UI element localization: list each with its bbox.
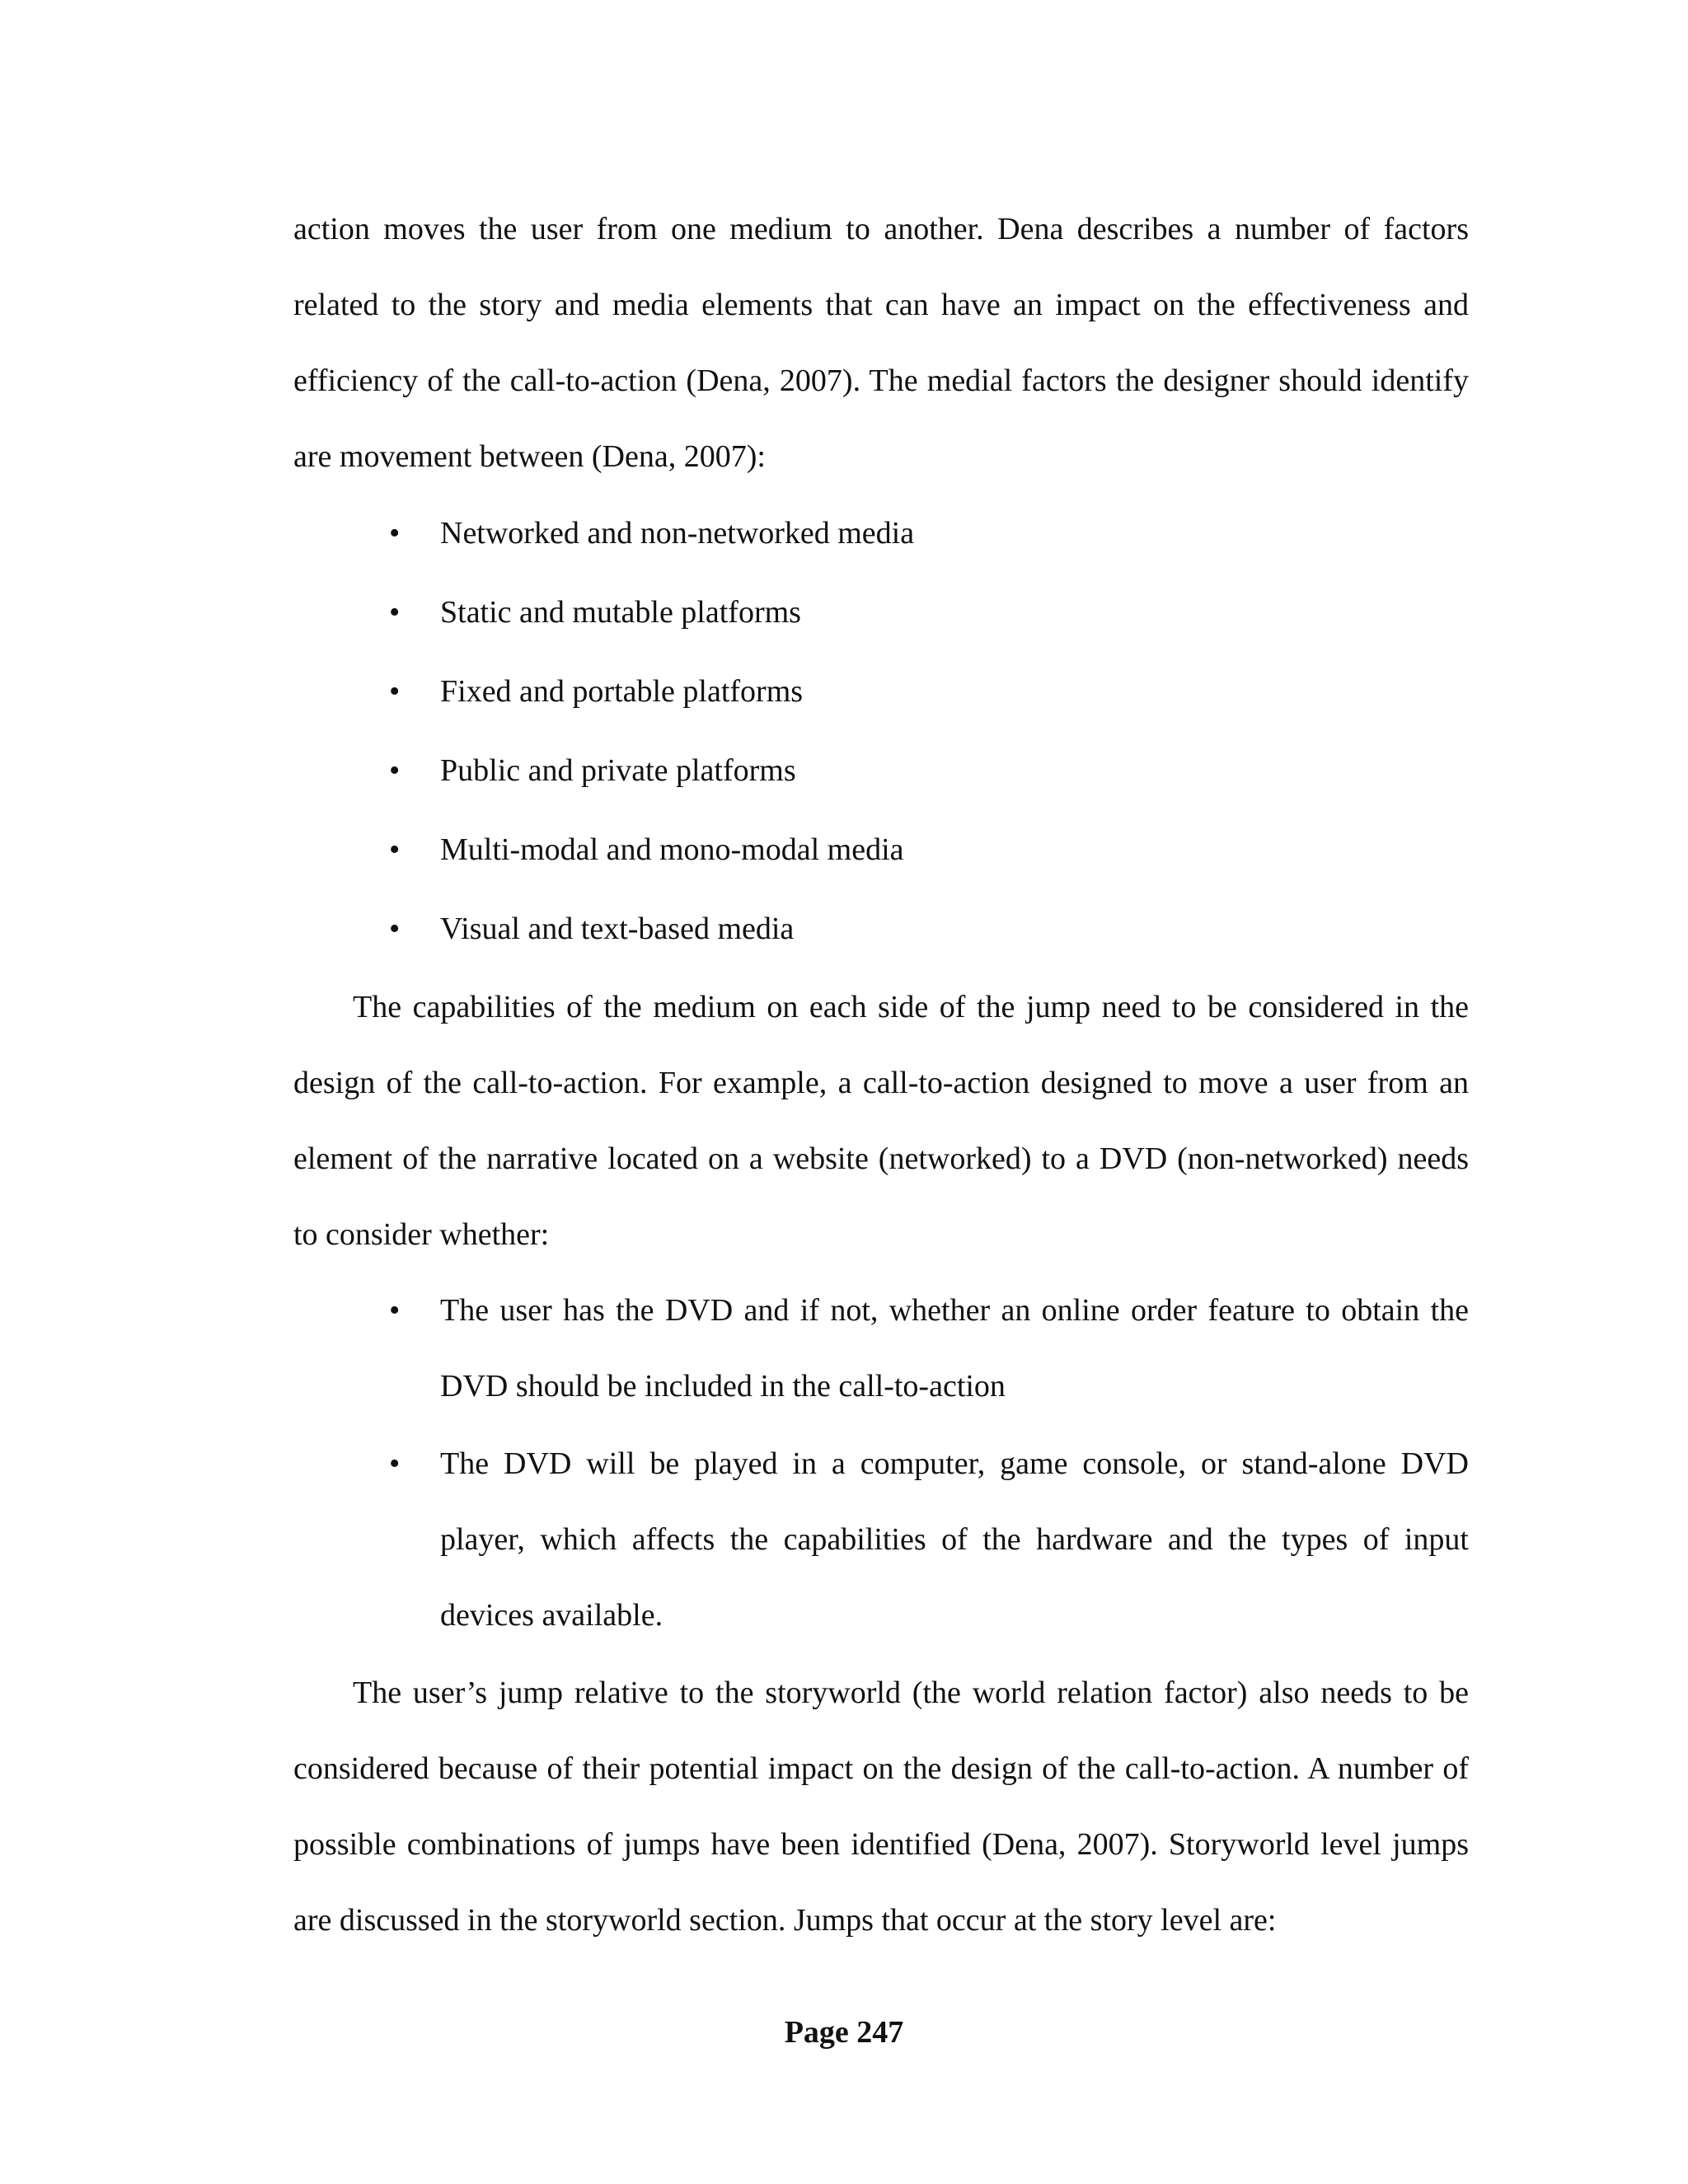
medial-factors-list — [293, 494, 1469, 968]
list-item-text: Fixed and portable platforms — [440, 674, 804, 709]
list-item-text: Visual and text-based media — [440, 912, 795, 946]
list-item-text: Public and private platforms — [440, 753, 796, 788]
bullet-icon: • — [389, 753, 401, 788]
list-item-text: The DVD will be played in a computer, game console, or stand-alone DVD player, which affects the capabilities of the hardware and the types of input devices available. — [440, 1446, 1469, 1633]
bullet-icon: • — [389, 1446, 401, 1481]
list-item-text: The user has the DVD and if not, whether an online order feature to obtain the DVD should be included in the call-to-action — [440, 1293, 1469, 1404]
bullet-icon: • — [389, 1293, 401, 1328]
list-item — [389, 1272, 1469, 1424]
page-number: Page 247 — [784, 2015, 904, 2050]
list-item — [389, 811, 1469, 888]
list-item — [389, 1426, 1469, 1653]
list-item — [389, 494, 1469, 572]
list-item — [389, 732, 1469, 809]
bullet-icon: • — [389, 595, 401, 630]
page-body — [293, 191, 1469, 1958]
list-item — [389, 890, 1469, 968]
list-item-text: Multi-modal and mono-modal media — [440, 832, 904, 867]
bullet-icon: • — [389, 674, 401, 709]
bullet-icon: • — [389, 912, 401, 946]
list-item-text: Networked and non-networked media — [440, 516, 915, 551]
bullet-icon: • — [389, 832, 401, 867]
paragraph-world-relation: The user’s jump relative to the storyworld (the world relation factor) also needs to be considered because of their potential impact on the design of the call-to-action. A number of possible combinations of jumps have been identified (Dena, 2007). Storyworld level jumps are discussed in the storyworld section. Jumps that occur at the story level are: — [293, 1675, 1469, 1938]
paragraph-intro: action moves the user from one medium to another. Dena describes a number of factors related to the story and media elements that can have an impact on the effectiveness and efficiency of the call-to-action (Dena, 2007). The medial factors the designer should identify are movement between (Dena, 2007): — [293, 212, 1469, 474]
list-item — [389, 574, 1469, 651]
list-item — [389, 653, 1469, 730]
dvd-considerations-list — [293, 1272, 1469, 1653]
list-item-text: Static and mutable platforms — [440, 595, 801, 630]
paragraph-capabilities: The capabilities of the medium on each side of the jump need to be considered in the design of the call-to-action. For example, a call-to-action designed to move a user from an element of the narrative located on a website (networked) to a DVD (non-networked) needs to consider whether: — [293, 990, 1469, 1252]
bullet-icon: • — [389, 516, 401, 551]
